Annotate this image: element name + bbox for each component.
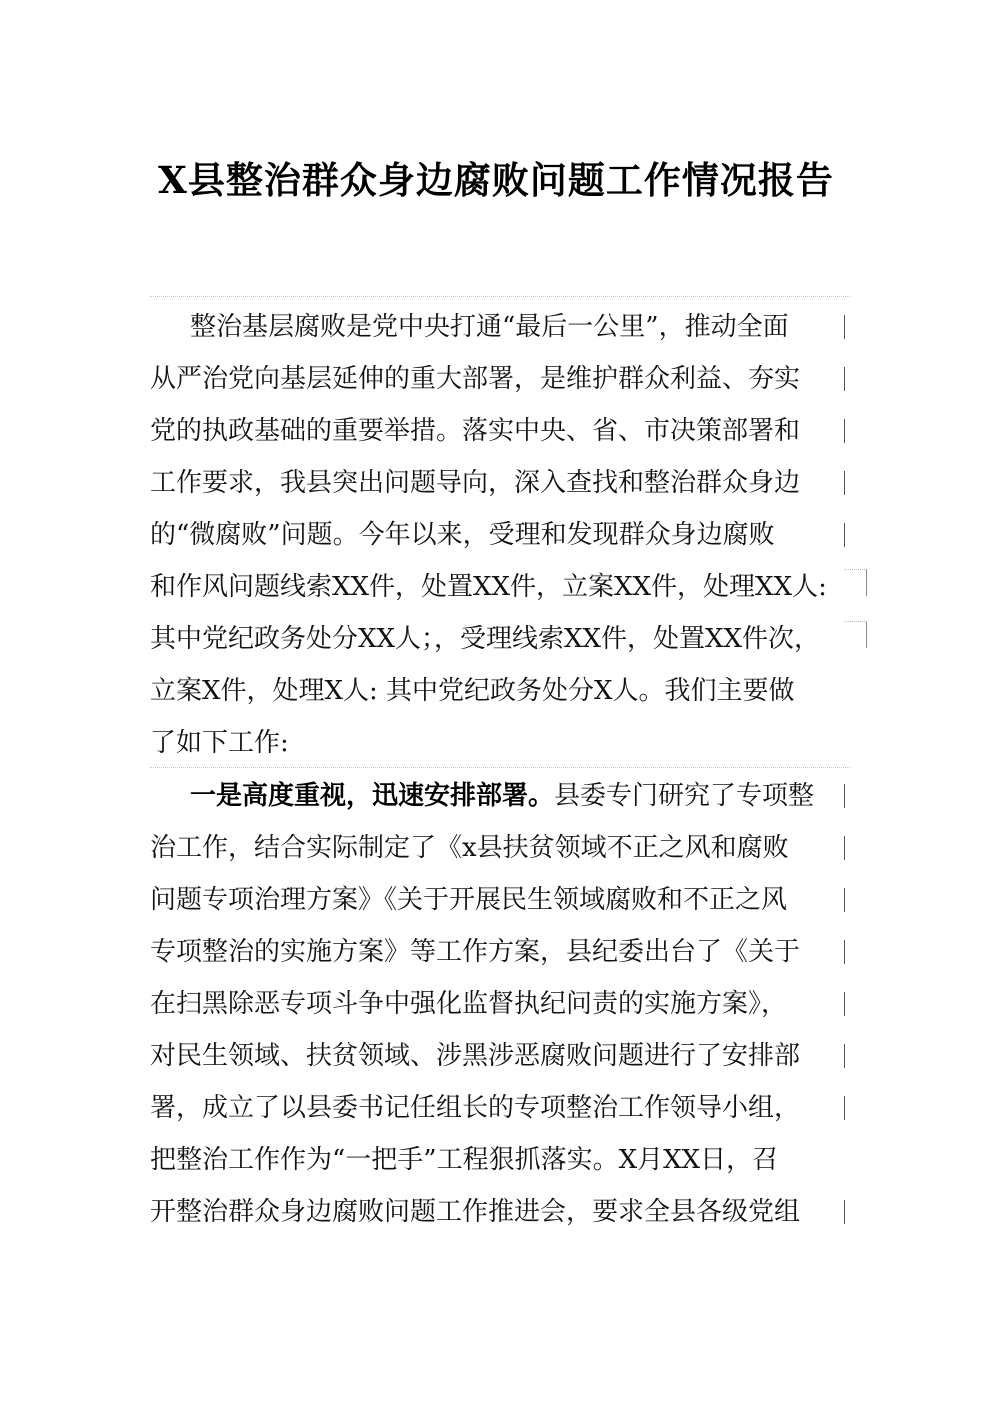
paragraph-2 xyxy=(150,770,850,1240)
paragraph-1-line: 和作风问题线索XX件，处置XX件，立案XX件，处理XX人: xyxy=(150,572,827,602)
line-end-mark xyxy=(844,992,845,1016)
paragraph-2-first-line xyxy=(190,770,814,822)
paragraph-1 xyxy=(150,296,850,768)
paragraph-1-line: 其中党纪政务处分XX人；，受理线索XX件，处置XX件次， xyxy=(150,624,821,654)
paragraph-1-line: 的“微腐败”问题。今年以来，受理和发现群众身边腐败 xyxy=(150,520,775,550)
line-end-mark xyxy=(844,888,845,912)
paragraph-1-line: 从严治党向基层延伸的重大部署，是维护群众利益、夯实 xyxy=(150,364,801,394)
line-end-mark xyxy=(844,1096,845,1120)
line-end-mark xyxy=(844,523,845,547)
line-end-mark xyxy=(844,569,867,596)
line-end-mark xyxy=(844,315,845,339)
line-end-mark xyxy=(844,940,845,964)
line-end-mark xyxy=(844,1044,845,1068)
line-end-mark xyxy=(844,367,845,391)
paragraph-1-line: 立案X件，处理X人: 其中党纪政务处分X人。我们主要做 xyxy=(150,676,795,706)
paragraph-2-line: 治工作，结合实际制定了《x县扶贫领域不正之风和腐败 xyxy=(150,833,789,863)
paragraph-2-line: 问题专项治理方案》《关于开展民生领域腐败和不正之风 xyxy=(150,885,788,915)
paragraph-2-line: 署，成立了以县委书记任组长的专项整治工作领导小组， xyxy=(150,1093,801,1123)
paragraph-2-line: 对民生领域、扶贫领域、涉黑涉恶腐败问题进行了安排部 xyxy=(150,1041,801,1071)
line-end-mark xyxy=(844,836,845,860)
paragraph-1-line: 了如下工作: xyxy=(150,728,289,758)
paragraph-2-line: 把整治工作作为“一把手”工程狠抓落实。X月XX日，召 xyxy=(150,1145,779,1175)
paragraph-2-lead: 一是高度重视，迅速安排部署。 xyxy=(190,781,555,811)
paragraph-2-line: 专项整治的实施方案》等工作方案，县纪委出台了《关于 xyxy=(150,937,801,967)
line-end-mark xyxy=(844,419,845,443)
line-end-mark xyxy=(844,471,845,495)
line-end-mark xyxy=(844,621,867,648)
line-end-mark xyxy=(844,1200,845,1224)
document-title: X县整治群众身边腐败问题工作情况报告 xyxy=(158,158,834,202)
paragraph-2-line: 开整治群众身边腐败问题工作推进会，要求全县各级党组 xyxy=(150,1197,801,1227)
paragraph-2-first-rest: 县委专门研究了专项整 xyxy=(554,781,815,811)
paragraph-1-line: 党的执政基础的重要举措。落实中央、省、市决策部署和 xyxy=(150,416,801,446)
paragraph-2-line: 在扫黑除恶专项斗争中强化监督执纪问责的实施方案》， xyxy=(150,989,788,1019)
paragraph-1-line: 工作要求，我县突出问题导向，深入查找和整治群众身边 xyxy=(150,468,801,498)
line-end-mark xyxy=(844,784,845,808)
paragraph-1-line: 整治基层腐败是党中央打通“最后一公里”，推动全面 xyxy=(190,312,789,342)
